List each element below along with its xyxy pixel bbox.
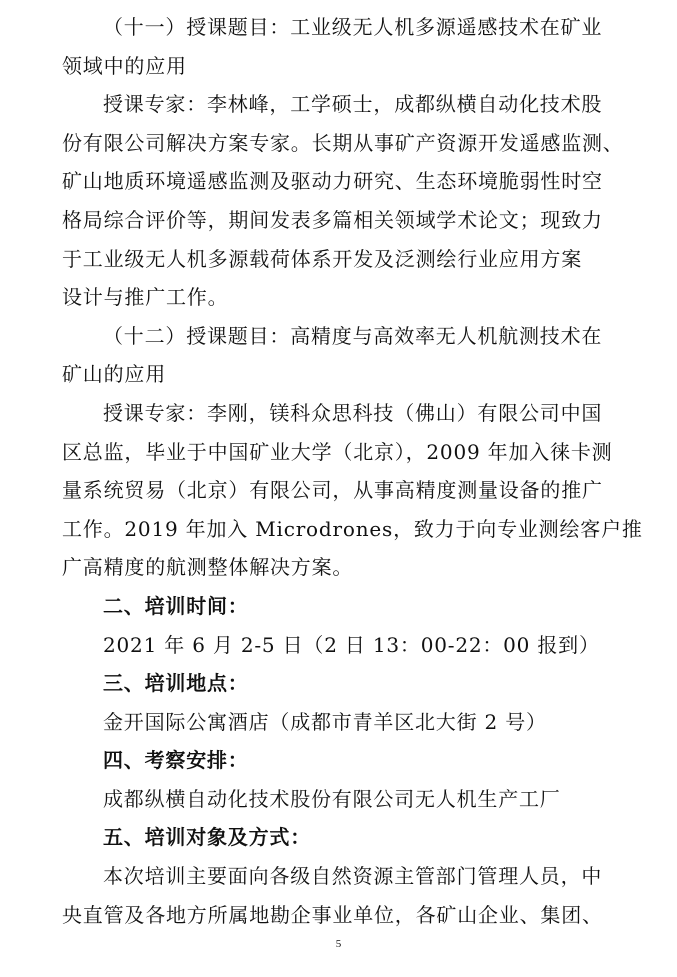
section-11-expert-line: 份有限公司解决方案专家。长期从事矿产资源开发遥感监测、 bbox=[62, 130, 624, 155]
training-time-value: 2021 年 6 月 2-5 日（2 日 13：00-22：00 报到） bbox=[103, 632, 600, 657]
section-11-title-line-2: 领域中的应用 bbox=[62, 53, 187, 78]
section-11-expert-line: 设计与推广工作。 bbox=[62, 285, 229, 310]
section-12-expert-line: 授课专家：李刚，镁科众思科技（佛山）有限公司中国 bbox=[103, 400, 603, 425]
training-location-value: 金开国际公寓酒店（成都市青羊区北大街 2 号） bbox=[103, 709, 547, 734]
section-11-expert-line: 于工业级无人机多源载荷体系开发及泛测绘行业应用方案 bbox=[62, 246, 582, 271]
page-number: 5 bbox=[335, 938, 342, 950]
section-11-title-line-1: （十一）授课题目：工业级无人机多源遥感技术在矿业 bbox=[103, 15, 603, 39]
site-visit-heading: 四、考察安排： bbox=[103, 748, 249, 773]
training-target-line: 本次培训主要面向各级自然资源主管部门管理人员，中 bbox=[103, 864, 603, 889]
document-page bbox=[62, 8, 643, 934]
section-12-title-line-1: （十二）授课题目：高精度与高效率无人机航测技术在 bbox=[103, 323, 603, 348]
section-11-expert-line: 授课专家：李林峰，工学硕士，成都纵横自动化技术股 bbox=[103, 92, 603, 117]
section-12-expert-line: 区总监，毕业于中国矿业大学（北京），2009 年加入徕卡测 bbox=[62, 439, 613, 464]
section-12-expert-line: 量系统贸易（北京）有限公司，从事高精度测量设备的推广 bbox=[62, 478, 603, 503]
site-visit-value: 成都纵横自动化技术股份有限公司无人机生产工厂 bbox=[103, 786, 561, 811]
training-target-line: 央直管及各地方所属地勘企事业单位，各矿山企业、集团、 bbox=[62, 902, 603, 927]
section-11-expert-line: 格局综合评价等，期间发表多篇相关领域学术论文；现致力 bbox=[62, 207, 603, 232]
section-12-expert-line: 广高精度的航测整体解决方案。 bbox=[62, 555, 354, 580]
training-time-heading: 二、培训时间： bbox=[103, 593, 249, 618]
section-12-expert-line: 工作。2019 年加入 Microdrones，致力于向专业测绘客户推 bbox=[62, 516, 643, 541]
training-location-heading: 三、培训地点： bbox=[103, 671, 249, 696]
section-12-title-line-2: 矿山的应用 bbox=[62, 362, 166, 387]
section-11-expert-line: 矿山地质环境遥感监测及驱动力研究、生态环境脆弱性时空 bbox=[62, 169, 603, 194]
training-target-heading: 五、培训对象及方式： bbox=[103, 825, 311, 850]
